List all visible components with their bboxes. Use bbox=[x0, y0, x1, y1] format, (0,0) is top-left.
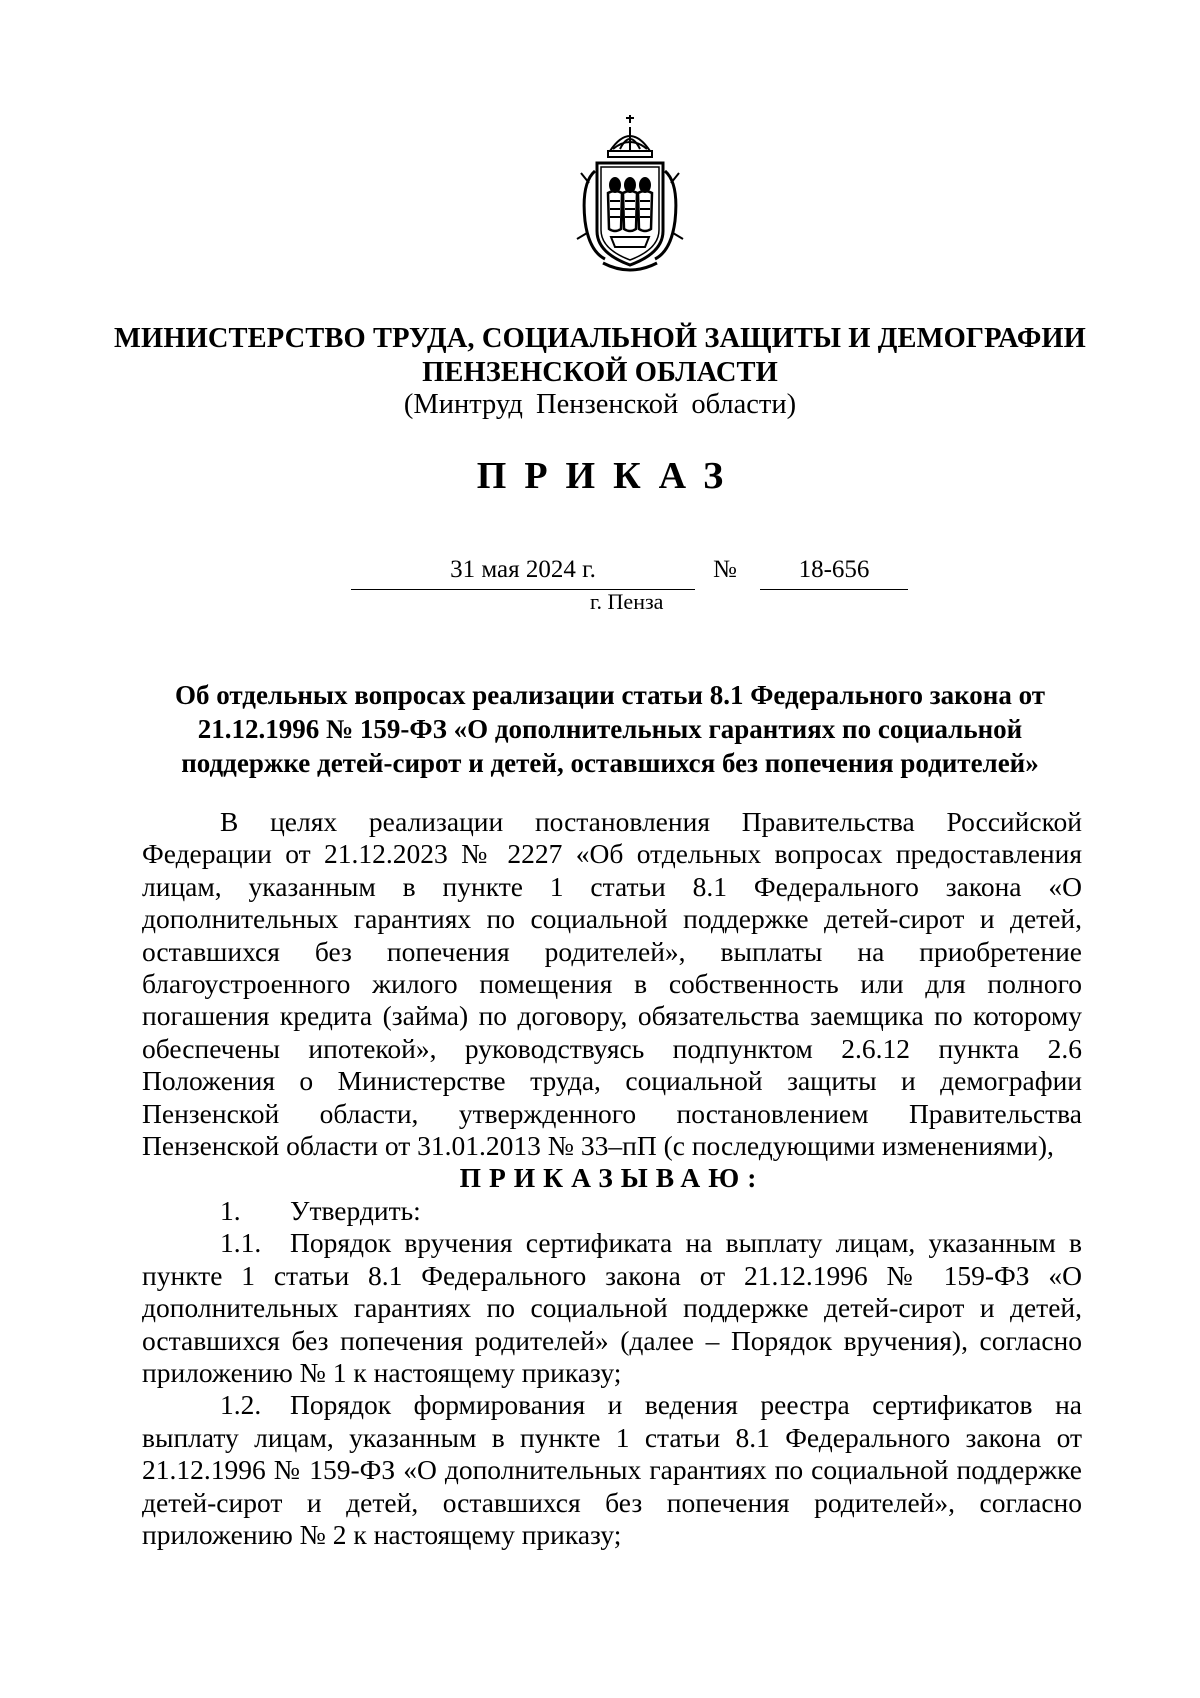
coat-of-arms-icon bbox=[575, 113, 685, 277]
item-1-2-paragraph bbox=[142, 1389, 1082, 1551]
document-number: 18-656 bbox=[798, 556, 870, 583]
document-city: г. Пенза bbox=[590, 589, 664, 614]
item-1-text: Утвердить: bbox=[290, 1194, 421, 1226]
org-short-name: (Минтруд Пензенской области) bbox=[403, 389, 797, 420]
number-underline bbox=[760, 589, 908, 590]
item-1-1-number: 1.1. bbox=[220, 1227, 262, 1259]
item-1-1-paragraph bbox=[142, 1227, 1082, 1389]
number-sign: № bbox=[713, 556, 737, 583]
item-1-1-text: Порядок вручения сертификата на выплату лицам, указанным в пункте 1 статьи 8.1 Федерального закона от 21.12.1996 № 159-ФЗ «О дополнительных гарантиях по социальной поддержке детей-сирот и детей, оставшихся без попечения родителей» (далее – Порядок вручения), согласно приложению № 1 к настоящему приказу; bbox=[142, 1227, 1082, 1388]
item-1 bbox=[142, 1195, 1082, 1227]
document-date: 31 мая 2024 г. bbox=[450, 556, 596, 583]
decree-heading: ПРИКАЗЫВАЮ: bbox=[459, 1162, 765, 1194]
preamble-paragraph: В целях реализации постановления Правительства Российской Федерации от 21.12.2023 № 2227 «Об отдельных вопросах предоставления лицам, указанным в пункте 1 статьи 8.1 Федерального закона «О дополнительных гарантиях по социальной поддержке детей-сирот и детей, оставшихся без попечения родителей», выплаты на приобретение благоустроенного жилого помещения в собственность или для полного погашения кредита (займа) по договору, обязательства заемщика по которому обеспечены ипотекой», руководствуясь подпунктом 2.6.12 пункта 2.6 Положения о Министерстве труда, социальной защиты и демографии Пензенской области, утвержденного постановлением Правительства Пензенской области от 31.01.2013 № 33–пП (с последующими изменениями), bbox=[142, 806, 1082, 1162]
org-name-line-1: МИНИСТЕРСТВО ТРУДА, СОЦИАЛЬНОЙ ЗАЩИТЫ И ДЕМОГРАФИИ bbox=[114, 323, 1086, 354]
document-type-title: ПРИКАЗ bbox=[476, 455, 742, 497]
document-body bbox=[142, 806, 1082, 1551]
item-1-2-text: Порядок формирования и ведения реестра сертификатов на выплату лицам, указанным в пункте 1 статьи 8.1 Федерального закона от 21.12.1996 № 159-ФЗ «О дополнительных гарантиях по социальной поддержке детей-сирот и детей, оставшихся без попечения родителей», согласно приложению № 2 к настоящему приказу; bbox=[142, 1389, 1082, 1550]
org-name-line-2: ПЕНЗЕНСКОЙ ОБЛАСТИ bbox=[422, 357, 778, 388]
item-1-number: 1. bbox=[220, 1194, 241, 1226]
item-1-2-number: 1.2. bbox=[220, 1389, 262, 1421]
document-subject: Об отдельных вопросах реализации статьи 8.1 Федерального закона от 21.12.1996 № 159-ФЗ «О дополнительных гарантиях по социальной поддержке детей-сирот и детей, оставшихся без попечения родителей» bbox=[174, 680, 1046, 778]
